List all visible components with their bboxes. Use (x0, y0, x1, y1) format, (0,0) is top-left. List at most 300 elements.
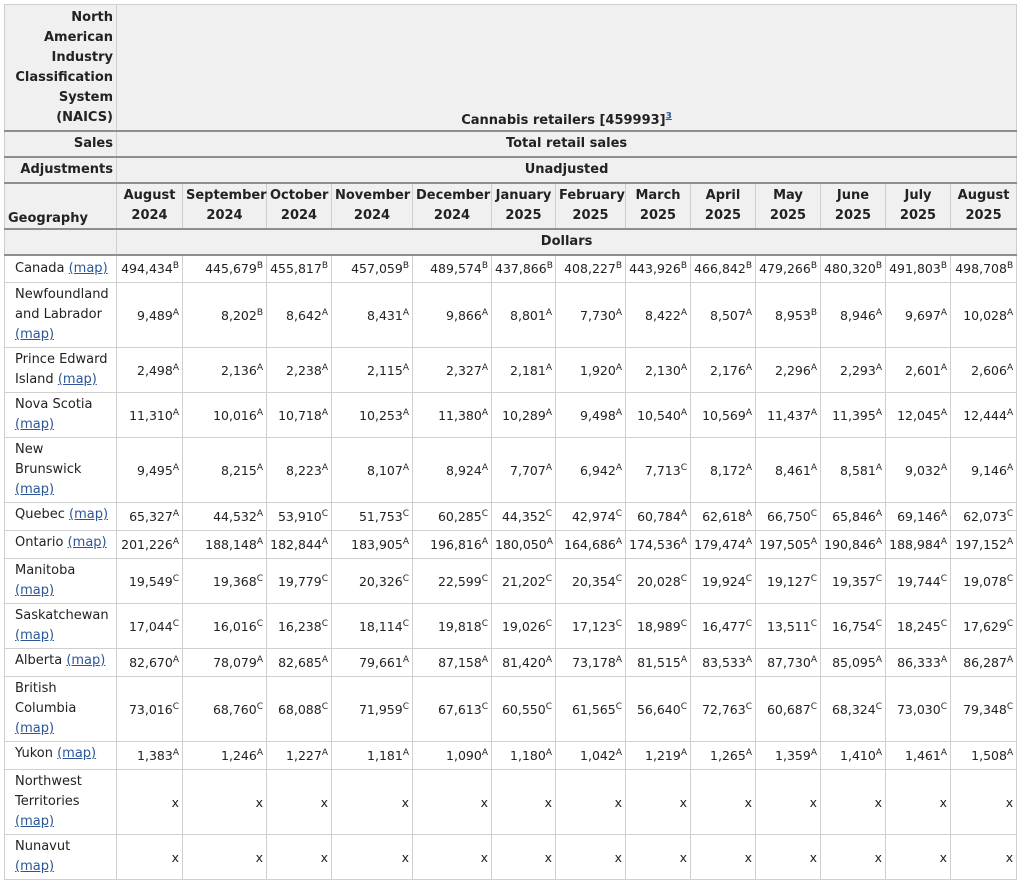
cell-value: 1,461 (905, 748, 941, 763)
cell-value: 9,866 (446, 307, 482, 323)
quality-flag: C (402, 508, 409, 519)
value-cell (556, 742, 626, 770)
cell-value: 16,016 (212, 618, 257, 634)
table-row (5, 255, 1017, 283)
cell-value: 17,629 (963, 618, 1007, 634)
value-cell (951, 283, 1017, 348)
quality-flag: C (615, 701, 622, 712)
quality-flag: A (321, 654, 328, 665)
value-cell (951, 835, 1017, 880)
cell-value: 60,687 (766, 701, 811, 717)
value-cell (626, 742, 691, 770)
month-year: 2025 (965, 207, 1002, 223)
quality-flag: A (875, 307, 882, 318)
value-cell (267, 770, 332, 835)
month-name: January (495, 187, 552, 203)
value-cell (183, 393, 267, 438)
cell-value: 8,202 (221, 307, 257, 323)
map-link[interactable]: (map) (15, 327, 55, 342)
cell-value: 19,078 (963, 573, 1007, 589)
cell-value: 11,310 (129, 407, 173, 423)
quality-flag: C (481, 701, 488, 712)
quality-flag: A (875, 508, 882, 519)
cell-value: 7,730 (580, 307, 616, 323)
quality-flag: A (321, 407, 328, 418)
cell-value: 9,498 (580, 407, 616, 423)
cell-value: 188,148 (205, 537, 257, 552)
quality-flag: A (680, 654, 687, 665)
geography-cell (5, 503, 117, 531)
cell-value: 494,434 (121, 261, 173, 277)
map-link[interactable]: (map) (15, 859, 55, 874)
cell-value: 11,395 (832, 407, 876, 423)
cell-value: 12,444 (963, 407, 1007, 423)
value-cell (626, 649, 691, 677)
quality-flag: A (875, 747, 882, 758)
quality-flag: A (481, 747, 488, 758)
cell-value: 197,152 (955, 537, 1007, 552)
cell-value: 17,044 (128, 618, 173, 634)
quality-flag: A (402, 536, 409, 547)
value-cell (332, 531, 413, 559)
geography-name: Alberta (15, 653, 63, 668)
cell-value: 443,926 (629, 261, 681, 277)
value-cell (267, 604, 332, 649)
cell-value: 17,123 (571, 618, 616, 634)
adjustments-value: Unadjusted (117, 157, 1017, 183)
value-cell (556, 255, 626, 283)
cell-value: 2,181 (510, 362, 546, 378)
cell-value: 174,536 (629, 537, 681, 552)
value-cell (626, 438, 691, 503)
cell-value: 73,178 (572, 655, 616, 670)
cell-value: 2,130 (645, 362, 681, 378)
cell-value: 10,540 (637, 407, 681, 423)
value-cell (951, 677, 1017, 742)
value-cell (821, 742, 886, 770)
value-cell (332, 835, 413, 880)
cell-value: 190,846 (824, 537, 876, 552)
value-cell (691, 348, 756, 393)
value-cell (332, 604, 413, 649)
quality-flag: A (256, 462, 263, 473)
geography-name: Nova Scotia (15, 397, 93, 412)
cell-value: 1,227 (286, 748, 322, 763)
value-cell (117, 559, 183, 604)
cell-value: x (255, 794, 263, 810)
cell-value: x (544, 849, 552, 865)
table-row (5, 283, 1017, 348)
cell-value: 466,842 (694, 261, 746, 277)
value-cell (413, 393, 492, 438)
cell-value: 44,352 (501, 509, 546, 524)
value-cell (626, 559, 691, 604)
cell-value: 7,707 (510, 462, 546, 478)
cell-value: 9,032 (905, 462, 941, 478)
value-cell (117, 604, 183, 649)
quality-flag: A (680, 536, 687, 547)
value-cell (951, 438, 1017, 503)
quality-flag: A (615, 407, 622, 418)
value-cell (951, 742, 1017, 770)
cell-value: 22,599 (437, 573, 482, 589)
quality-flag: A (402, 462, 409, 473)
quality-flag: A (172, 362, 179, 373)
cell-value: 19,368 (212, 573, 257, 589)
quality-flag: C (940, 573, 947, 584)
cell-value: 11,380 (438, 407, 482, 423)
quality-flag: A (810, 362, 817, 373)
quality-flag: A (172, 747, 179, 758)
quality-flag: A (321, 747, 328, 758)
value-cell (626, 770, 691, 835)
value-cell (691, 503, 756, 531)
cell-value: 8,172 (710, 462, 746, 478)
cell-value: 71,959 (358, 701, 403, 717)
cell-value: 20,354 (571, 573, 616, 589)
cell-value: 1,181 (367, 748, 403, 763)
quality-flag: A (172, 407, 179, 418)
value-cell (556, 503, 626, 531)
cell-value: 8,953 (775, 307, 811, 323)
value-cell (886, 604, 951, 649)
value-cell (117, 770, 183, 835)
geography-name: Nunavut (15, 839, 71, 854)
value-cell (183, 677, 267, 742)
table-row (5, 649, 1017, 677)
quality-flag: A (172, 508, 179, 519)
quality-flag: A (745, 462, 752, 473)
cell-value: 1,219 (645, 748, 681, 763)
quality-flag: C (1006, 618, 1014, 629)
quality-flag: C (321, 508, 328, 519)
geography-cell (5, 283, 117, 348)
cell-value: 67,613 (437, 701, 482, 717)
value-cell (183, 742, 267, 770)
month-header (556, 183, 626, 229)
value-cell (413, 283, 492, 348)
cell-value: 21,202 (501, 573, 546, 589)
cell-value: 78,079 (213, 655, 257, 670)
cell-value: 13,511 (766, 618, 811, 634)
month-name: August (123, 187, 176, 203)
quality-flag: A (545, 407, 552, 418)
cell-value: 455,817 (270, 261, 322, 277)
cell-value: 164,686 (564, 537, 616, 552)
geography-cell (5, 604, 117, 649)
cell-value: 19,127 (766, 573, 811, 589)
cell-value: 8,461 (775, 462, 811, 478)
value-cell (267, 393, 332, 438)
quality-flag: B (875, 261, 882, 272)
cell-value: 2,601 (905, 362, 941, 378)
value-cell (332, 742, 413, 770)
value-cell (267, 742, 332, 770)
value-cell (492, 742, 556, 770)
quality-flag: A (481, 536, 488, 547)
quality-flag: A (745, 362, 752, 373)
value-cell (821, 531, 886, 559)
cell-value: 183,905 (351, 537, 403, 552)
value-cell (951, 604, 1017, 649)
map-link[interactable]: (map) (15, 721, 55, 736)
quality-flag: C (481, 618, 488, 629)
quality-flag: A (940, 747, 947, 758)
cell-value: 2,327 (446, 362, 482, 378)
quality-flag: B (680, 261, 687, 272)
quality-flag: A (1006, 536, 1014, 547)
month-header (332, 183, 413, 229)
quality-flag: A (615, 654, 622, 665)
month-year: 2025 (899, 207, 937, 223)
geography-name: Northwest Territories (15, 774, 82, 809)
value-cell (951, 559, 1017, 604)
value-cell (756, 255, 821, 283)
cell-value: x (809, 794, 817, 810)
value-cell (556, 677, 626, 742)
retail-sales-table (4, 4, 1017, 880)
value-cell (951, 255, 1017, 283)
value-cell (556, 531, 626, 559)
value-cell (756, 649, 821, 677)
cell-value: 2,136 (221, 362, 257, 378)
value-cell (886, 559, 951, 604)
cell-value: 9,489 (137, 307, 173, 323)
value-cell (413, 604, 492, 649)
quality-flag: A (1006, 307, 1014, 318)
cell-value: 9,697 (905, 307, 941, 323)
cell-value: x (874, 794, 882, 810)
cell-value: 10,028 (963, 307, 1007, 323)
table-body (5, 255, 1017, 880)
map-link[interactable]: (map) (69, 507, 109, 522)
month-name: September (186, 187, 267, 203)
cell-value: 457,059 (351, 261, 403, 277)
value-cell (183, 503, 267, 531)
map-link[interactable]: (map) (15, 583, 55, 598)
table-row (5, 770, 1017, 835)
geography-name: Yukon (15, 746, 53, 761)
cell-value: x (809, 849, 817, 865)
value-cell (117, 503, 183, 531)
cell-value: 10,016 (213, 407, 257, 423)
quality-flag: C (810, 701, 817, 712)
quality-flag: C (680, 701, 687, 712)
quality-flag: A (875, 362, 882, 373)
geography-name: Quebec (15, 507, 65, 522)
value-cell (691, 438, 756, 503)
cell-value: x (744, 849, 752, 865)
cell-value: 437,866 (495, 261, 547, 277)
quality-flag: C (745, 701, 752, 712)
geography-name: Canada (15, 260, 65, 276)
cell-value: 10,253 (359, 407, 403, 423)
value-cell (951, 770, 1017, 835)
value-cell (492, 604, 556, 649)
quality-flag: B (402, 261, 409, 272)
quality-flag: C (256, 573, 263, 584)
cell-value: 182,844 (270, 537, 322, 552)
quality-flag: A (940, 462, 947, 473)
cell-value: 8,431 (367, 307, 403, 323)
value-cell (951, 649, 1017, 677)
month-header (626, 183, 691, 229)
value-cell (413, 438, 492, 503)
quality-flag: A (875, 536, 882, 547)
cell-value: 2,176 (710, 362, 746, 378)
value-cell (413, 742, 492, 770)
value-cell (626, 677, 691, 742)
value-cell (886, 835, 951, 880)
map-link[interactable]: (map) (15, 482, 55, 497)
quality-flag: C (1006, 508, 1014, 519)
quality-flag: A (680, 407, 687, 418)
quality-flag: A (875, 654, 882, 665)
value-cell (332, 255, 413, 283)
cell-value: 8,946 (840, 307, 876, 323)
cell-value: 8,801 (510, 307, 546, 323)
quality-flag: A (940, 407, 947, 418)
value-cell (691, 835, 756, 880)
cell-value: 196,816 (430, 537, 482, 552)
table-row (5, 348, 1017, 393)
month-header (267, 183, 332, 229)
value-cell (756, 283, 821, 348)
geography-name: British Columbia (15, 681, 77, 716)
cell-value: 79,348 (963, 701, 1007, 717)
value-cell (492, 677, 556, 742)
value-cell (886, 649, 951, 677)
value-cell (626, 503, 691, 531)
map-link[interactable]: (map) (66, 653, 106, 668)
quality-flag: C (875, 701, 882, 712)
map-link[interactable]: (map) (57, 746, 97, 761)
value-cell (492, 649, 556, 677)
month-year: 2025 (704, 207, 742, 223)
cell-value: 408,227 (564, 261, 616, 277)
map-link[interactable]: (map) (15, 417, 55, 432)
cell-value: 480,320 (824, 261, 876, 277)
value-cell (626, 604, 691, 649)
cell-value: 60,285 (437, 509, 482, 524)
month-year: 2025 (572, 207, 609, 223)
cell-value: 188,984 (889, 537, 941, 552)
map-link[interactable]: (map) (15, 628, 55, 643)
map-link[interactable]: (map) (15, 814, 55, 829)
value-cell (886, 255, 951, 283)
cell-value: 12,045 (897, 407, 941, 423)
value-cell (886, 283, 951, 348)
map-link[interactable]: (map) (68, 260, 108, 276)
value-cell (886, 348, 951, 393)
table-row (5, 604, 1017, 649)
quality-flag: C (402, 573, 409, 584)
geography-cell (5, 255, 117, 283)
quality-flag: A (545, 747, 552, 758)
cell-value: 10,718 (278, 407, 322, 423)
value-cell (691, 255, 756, 283)
quality-flag: A (615, 536, 622, 547)
cell-value: 65,846 (832, 509, 876, 524)
quality-flag: C (172, 618, 179, 629)
value-cell (556, 649, 626, 677)
quality-flag: A (256, 536, 263, 547)
cell-value: x (171, 849, 179, 865)
value-cell (691, 770, 756, 835)
value-cell (183, 348, 267, 393)
quality-flag: C (680, 618, 687, 629)
quality-flag: A (810, 536, 817, 547)
cell-value: 73,030 (896, 701, 941, 717)
quality-flag: A (875, 407, 882, 418)
value-cell (756, 677, 821, 742)
value-cell (821, 503, 886, 531)
value-cell (756, 438, 821, 503)
quality-flag: A (615, 462, 622, 473)
month-header (756, 183, 821, 229)
quality-flag: A (256, 654, 263, 665)
value-cell (886, 770, 951, 835)
table-row (5, 559, 1017, 604)
cell-value: 8,924 (446, 462, 482, 478)
cell-value: 1,410 (840, 748, 876, 763)
naics-footnote-link[interactable]: 3 (665, 111, 672, 122)
quality-flag: C (615, 618, 622, 629)
value-cell (492, 503, 556, 531)
cell-value: x (171, 794, 179, 810)
value-cell (492, 770, 556, 835)
map-link[interactable]: (map) (67, 535, 107, 550)
cell-value: 66,750 (766, 509, 811, 524)
naics-value-text: Cannabis retailers [459993] (461, 112, 666, 128)
quality-flag: C (810, 618, 817, 629)
geography-cell (5, 649, 117, 677)
geography-cell (5, 438, 117, 503)
value-cell (691, 531, 756, 559)
cell-value: 1,508 (971, 748, 1007, 763)
quality-flag: A (875, 462, 882, 473)
quality-flag: A (172, 462, 179, 473)
quality-flag: B (1006, 261, 1014, 272)
geography-cell (5, 559, 117, 604)
quality-flag: C (545, 701, 552, 712)
quality-flag: A (402, 407, 409, 418)
quality-flag: A (745, 654, 752, 665)
cell-value: 81,515 (637, 655, 681, 670)
value-cell (756, 770, 821, 835)
value-cell (117, 348, 183, 393)
quality-flag: C (875, 618, 882, 629)
quality-flag: C (810, 573, 817, 584)
value-cell (492, 438, 556, 503)
cell-value: 18,989 (636, 618, 681, 634)
quality-flag: A (680, 307, 687, 318)
cell-value: 1,246 (221, 748, 257, 763)
value-cell (267, 438, 332, 503)
quality-flag: C (545, 573, 552, 584)
quality-flag: A (481, 654, 488, 665)
value-cell (332, 559, 413, 604)
value-cell (267, 348, 332, 393)
cell-value: 8,507 (710, 307, 746, 323)
value-cell (951, 348, 1017, 393)
quality-flag: A (545, 462, 552, 473)
geography-name: Newfoundland and Labrador (15, 287, 109, 322)
quality-flag: A (481, 362, 488, 373)
map-link[interactable]: (map) (57, 372, 97, 387)
geography-label: Geography (5, 183, 117, 229)
quality-flag: C (256, 618, 263, 629)
